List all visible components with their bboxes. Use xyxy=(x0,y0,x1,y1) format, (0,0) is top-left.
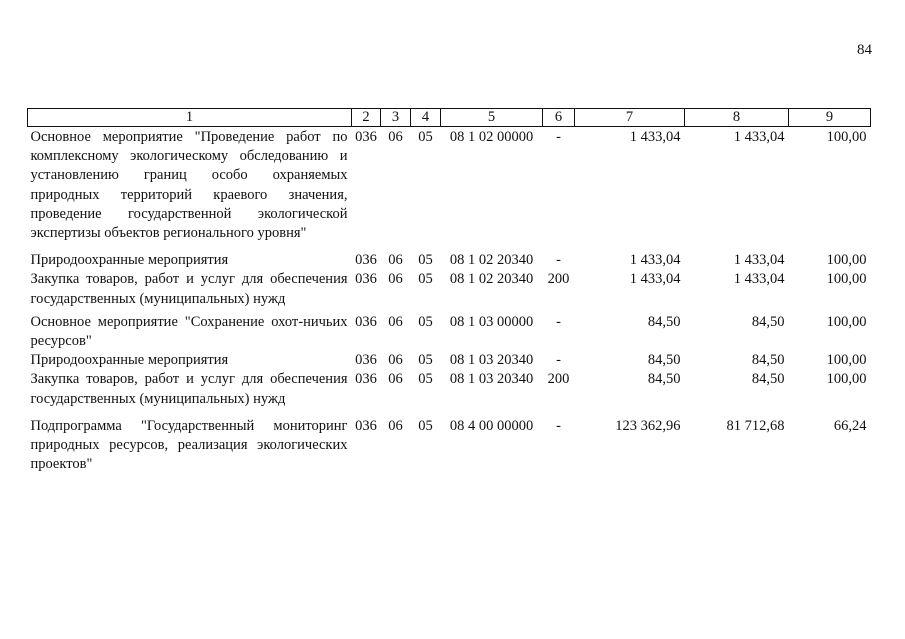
row-col8: 1 433,04 xyxy=(733,129,785,145)
row-name: Природоохранные мероприятия xyxy=(30,352,229,369)
row-csr: 08 1 02 20340 xyxy=(449,252,534,269)
row-col8: 1 433,04 xyxy=(733,271,785,288)
header-col-3: 3 xyxy=(381,109,411,127)
row-col7: 1 433,04 xyxy=(629,252,681,269)
row-rz: 06 xyxy=(388,313,403,330)
budget-table xyxy=(27,108,871,474)
row-rz: 06 xyxy=(388,252,403,269)
row-pr: 05 xyxy=(418,417,433,434)
row-col8: 81 712,68 xyxy=(726,417,785,434)
row-grbs: 036 xyxy=(355,313,377,330)
header-col-1: 1 xyxy=(28,109,352,127)
row-grbs: 036 xyxy=(355,371,377,388)
row-name: Подпрограмма "Государственный мониторинг природных ресурсов, реализация экологических проектов" xyxy=(30,417,348,473)
table-row xyxy=(28,270,871,308)
row-rz: 06 xyxy=(388,129,403,145)
table-row xyxy=(28,409,871,475)
header-col-5: 5 xyxy=(441,109,543,127)
header-col-7: 7 xyxy=(575,109,685,127)
row-grbs: 036 xyxy=(355,252,377,269)
table-row xyxy=(28,351,871,370)
row-rz: 06 xyxy=(388,352,403,369)
row-csr: 08 1 02 20340 xyxy=(449,271,534,288)
header-col-2: 2 xyxy=(352,109,381,127)
row-pr: 05 xyxy=(418,352,433,369)
row-csr: 08 1 03 00000 xyxy=(449,313,534,330)
page-number: 84 xyxy=(857,42,872,58)
row-name: Основное мероприятие "Сохранение охот-ничьих ресурсов" xyxy=(30,313,348,350)
row-vr: 200 xyxy=(547,271,570,288)
row-pr: 05 xyxy=(418,252,433,269)
row-col9: 100,00 xyxy=(826,271,867,288)
header-col-9: 9 xyxy=(789,109,871,127)
row-rz: 06 xyxy=(388,271,403,288)
row-pr: 05 xyxy=(418,313,433,330)
row-col8: 1 433,04 xyxy=(733,252,785,269)
row-name: Основное мероприятие "Проведение работ по комплексному экологическому обследованию и установлению границ особо охраняемых природных территорий краевого значения, проведение государственной экологической экспертизы объектов регионального уровня" xyxy=(30,129,348,242)
row-col7: 84,50 xyxy=(647,313,681,330)
row-vr: - xyxy=(556,129,561,145)
row-csr: 08 1 03 20340 xyxy=(449,352,534,369)
row-col9: 100,00 xyxy=(826,371,867,388)
row-col7: 84,50 xyxy=(647,352,681,369)
table-row xyxy=(28,127,871,244)
header-col-4: 4 xyxy=(411,109,441,127)
row-csr: 08 1 02 00000 xyxy=(449,129,534,145)
row-col9: 100,00 xyxy=(826,313,867,330)
row-col8: 84,50 xyxy=(751,313,785,330)
header-col-8: 8 xyxy=(685,109,789,127)
row-vr: 200 xyxy=(547,371,570,388)
row-pr: 05 xyxy=(418,371,433,388)
row-pr: 05 xyxy=(418,129,433,145)
row-grbs: 036 xyxy=(355,352,377,369)
row-grbs: 036 xyxy=(355,417,377,434)
row-rz: 06 xyxy=(388,417,403,434)
header-row xyxy=(28,109,871,127)
row-csr: 08 1 03 20340 xyxy=(449,371,534,388)
row-name: Закупка товаров, работ и услуг для обеспечения государственных (муниципальных) нужд xyxy=(30,271,348,307)
row-name: Закупка товаров, работ и услуг для обеспечения государственных (муниципальных) нужд xyxy=(30,371,348,407)
row-vr: - xyxy=(556,352,561,369)
table-header xyxy=(28,109,871,127)
table-row xyxy=(28,370,871,408)
row-grbs: 036 xyxy=(355,271,377,288)
row-col9: 66,24 xyxy=(833,417,867,434)
row-col7: 1 433,04 xyxy=(629,129,681,145)
row-pr: 05 xyxy=(418,271,433,288)
row-vr: - xyxy=(556,313,561,330)
table-row xyxy=(28,243,871,270)
row-vr: - xyxy=(556,252,561,269)
row-grbs: 036 xyxy=(355,129,377,145)
row-col7: 1 433,04 xyxy=(629,271,681,288)
table-row xyxy=(28,309,871,351)
row-col8: 84,50 xyxy=(751,352,785,369)
row-col9: 100,00 xyxy=(826,129,867,145)
row-col7: 84,50 xyxy=(647,371,681,388)
row-col8: 84,50 xyxy=(751,371,785,388)
row-col9: 100,00 xyxy=(826,352,867,369)
row-csr: 08 4 00 00000 xyxy=(449,417,534,434)
row-col7: 123 362,96 xyxy=(615,417,681,434)
header-col-6: 6 xyxy=(543,109,575,127)
row-name: Природоохранные мероприятия xyxy=(30,252,229,269)
row-col9: 100,00 xyxy=(826,252,867,269)
row-rz: 06 xyxy=(388,371,403,388)
row-vr: - xyxy=(556,417,561,434)
